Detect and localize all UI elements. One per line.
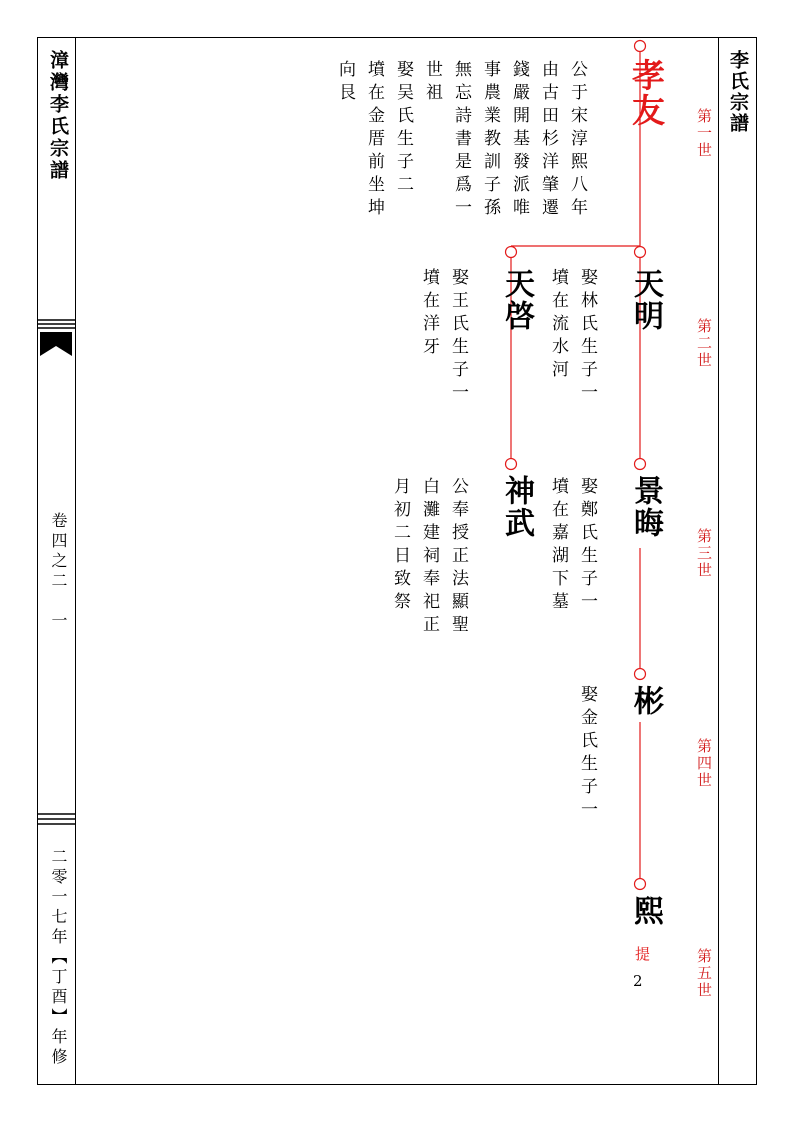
person-name-jinghui: 景晦	[628, 475, 663, 539]
person-name-bin: 彬	[628, 685, 663, 717]
person-note-tianqi: 娶王氏生子一 墳在洋牙	[419, 268, 468, 406]
generation-label-1: 第一世	[695, 108, 713, 159]
generation-label-4: 第四世	[695, 738, 713, 789]
person-name-xi: 熙	[628, 895, 663, 927]
person-name-xiaoyou: 孝友	[627, 58, 666, 128]
person-note-bin: 娶金氏生子一	[577, 685, 597, 823]
person-note-tianming: 娶林氏生子一 墳在流水河	[548, 268, 597, 406]
generation-label-2: 第二世	[695, 318, 713, 369]
generation-label-5: 第五世	[695, 948, 713, 999]
person-note-jinghui: 娶鄭氏生子一 墳在嘉湖下墓	[548, 477, 597, 615]
spine-title: 漳灣李氏宗譜	[47, 50, 69, 182]
edition-label: 二零一七年【丁酉】年修	[49, 848, 68, 1068]
person-note-xiaoyou: 公于宋淳熙八年 由古田杉洋肇遷 錢嚴開基發派唯 事農業教訓子孫 無忘詩書是爲一 世祖 娶吴氏生子二 墳在金厝前坐坤 向艮	[335, 60, 587, 221]
volume-label: 卷四之二 一	[49, 512, 68, 632]
continuation-page-ref: 2	[633, 972, 643, 990]
header-title: 李氏宗譜	[727, 50, 749, 134]
person-note-shenwu: 公奉授正法顯聖 白灘建祠奉祀正 月初二日致祭	[390, 477, 468, 638]
continuation-marker: 提	[633, 946, 651, 961]
person-name-tianqi: 天啓	[499, 268, 534, 332]
generation-label-3: 第三世	[695, 528, 713, 579]
person-name-shenwu: 神武	[499, 475, 534, 539]
person-name-tianming: 天明	[628, 268, 663, 332]
